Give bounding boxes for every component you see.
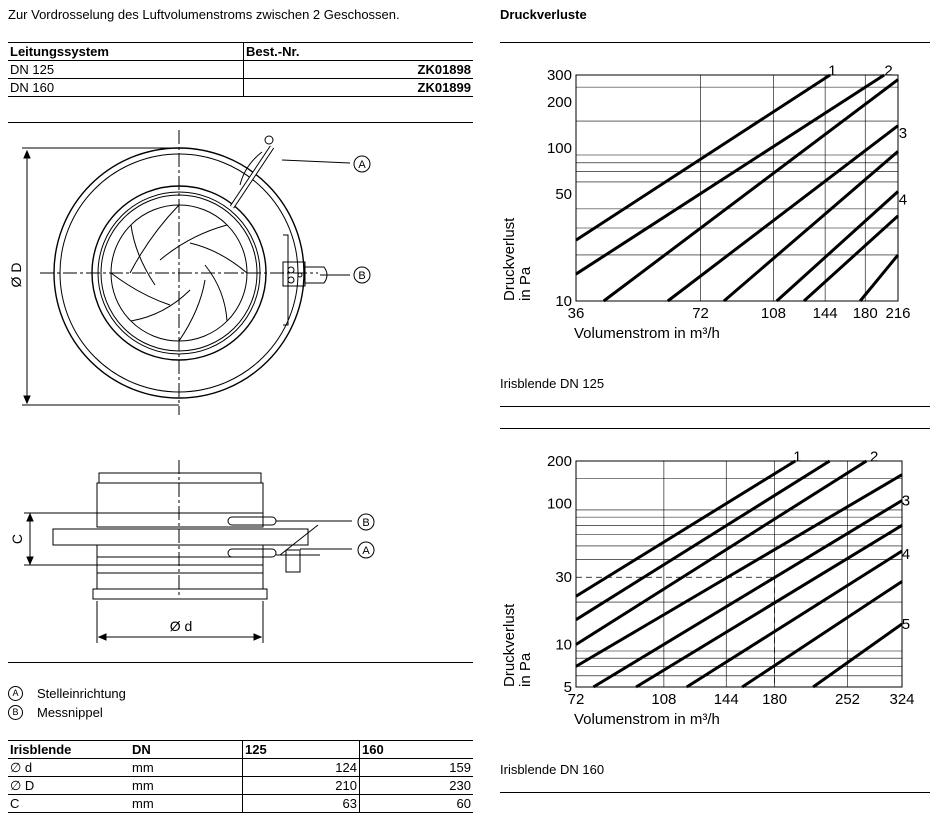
x-tick-label: 324 xyxy=(889,691,915,708)
series-line xyxy=(777,191,898,301)
series-line xyxy=(593,500,902,687)
dim-cell: mm xyxy=(132,796,154,811)
series-label: 4 xyxy=(901,545,911,563)
dim-cell: 124 xyxy=(243,759,360,777)
dim-cell: mm xyxy=(132,778,154,793)
y-tick-label: 300 xyxy=(546,67,572,84)
dim-cell: 63 xyxy=(243,795,360,813)
x-tick-label: 252 xyxy=(835,691,861,708)
x-tick-label: 216 xyxy=(885,305,911,322)
y-tick-label: 5 xyxy=(563,679,572,696)
dim-header: 125 xyxy=(243,741,360,759)
legend-item xyxy=(8,684,126,703)
dim-cell: ∅ D xyxy=(10,778,35,793)
order-number-cell: ZK01899 xyxy=(417,80,471,95)
dim-header: DN xyxy=(132,742,151,757)
table-row xyxy=(8,759,473,777)
chart-caption-dn125: Irisblende DN 125 xyxy=(500,376,605,391)
x-tick-label: 72 xyxy=(567,691,585,708)
order-number-cell: ZK01898 xyxy=(417,62,471,77)
order-header-system: Leitungssystem xyxy=(8,43,244,61)
series-label: 3 xyxy=(898,125,908,143)
table-row xyxy=(8,795,473,813)
series-line xyxy=(724,151,898,301)
y-tick-label: 100 xyxy=(546,139,572,157)
y-tick-label: 10 xyxy=(555,636,572,654)
table-row xyxy=(8,79,473,97)
series-label: 1 xyxy=(793,448,802,466)
table-row xyxy=(8,61,473,79)
dim-cell: 159 xyxy=(360,759,474,777)
series-label: 5 xyxy=(901,615,911,633)
x-tick-label: 180 xyxy=(852,305,878,322)
series-label: 2 xyxy=(884,62,893,80)
intro-text: Zur Vordrosselung des Luftvolumenstroms zwischen 2 Geschossen. xyxy=(8,7,400,22)
chart-caption-dn160: Irisblende DN 160 xyxy=(500,762,605,777)
dim-cell: 210 xyxy=(243,777,360,795)
table-row xyxy=(8,777,473,795)
legend-text: Stelleinrichtung xyxy=(37,686,126,701)
dimension-table xyxy=(8,741,473,813)
x-tick-label: 108 xyxy=(760,305,786,322)
x-tick-label: 144 xyxy=(713,691,739,708)
series-line xyxy=(576,475,902,667)
dim-header: 160 xyxy=(360,741,474,759)
series-line xyxy=(804,216,898,301)
y-tick-label: 10 xyxy=(555,293,572,310)
y-axis-label: in Pa xyxy=(517,266,534,301)
y-tick-label: 200 xyxy=(546,93,572,111)
dimension-D-label: Ø D xyxy=(8,262,24,288)
order-header-number: Best.-Nr. xyxy=(246,44,300,59)
x-axis-label: Volumenstrom in m³/h xyxy=(574,325,720,342)
series-label: 1 xyxy=(828,62,837,80)
callout-label: B xyxy=(362,517,370,529)
callout-label: A xyxy=(358,159,366,171)
dim-cell: C xyxy=(10,796,20,811)
dim-header: Irisblende xyxy=(10,742,72,757)
series-line xyxy=(576,461,866,645)
series-line xyxy=(742,581,902,687)
y-tick-label: 30 xyxy=(555,569,572,587)
x-tick-label: 72 xyxy=(692,305,709,322)
series-label: 2 xyxy=(870,448,879,466)
x-tick-label: 144 xyxy=(812,305,838,322)
series-label: 3 xyxy=(901,492,911,510)
order-system-cell: DN 125 xyxy=(8,61,244,79)
series-label: 4 xyxy=(898,191,908,209)
y-axis-label: Druckverlust xyxy=(501,217,518,301)
section-title: Druckverluste xyxy=(500,7,587,22)
dim-cell: mm xyxy=(132,760,154,775)
callout-label: A xyxy=(362,545,370,557)
plot-frame xyxy=(576,75,898,301)
y-tick-label: 50 xyxy=(555,186,572,204)
order-table xyxy=(8,43,473,97)
y-axis-label: in Pa xyxy=(517,652,534,687)
dimension-d-label: Ø d xyxy=(169,618,193,634)
y-tick-label: 100 xyxy=(546,495,572,513)
dim-cell: 230 xyxy=(360,777,474,795)
series-line xyxy=(813,624,902,687)
series-line xyxy=(860,255,898,301)
order-system-cell: DN 160 xyxy=(8,79,244,97)
chart-dn125 xyxy=(496,50,930,350)
technical-drawing xyxy=(0,125,480,665)
callout-label: B xyxy=(358,270,366,282)
legend-marker: B xyxy=(8,705,23,720)
x-tick-label: 180 xyxy=(762,691,788,708)
chart-dn160 xyxy=(496,438,930,738)
dim-cell: 60 xyxy=(360,795,474,813)
x-axis-label: Volumenstrom in m³/h xyxy=(574,711,720,728)
legend-marker: A xyxy=(8,686,23,701)
series-line xyxy=(668,126,898,301)
legend-text: Messnippel xyxy=(37,705,103,720)
y-tick-label: 200 xyxy=(546,453,572,470)
dim-cell: ∅ d xyxy=(10,760,33,775)
x-tick-label: 36 xyxy=(567,305,585,322)
x-tick-label: 108 xyxy=(651,691,677,708)
y-axis-label: Druckverlust xyxy=(501,603,518,687)
legend-item xyxy=(8,703,126,722)
legend xyxy=(8,684,126,722)
dimension-C-label: C xyxy=(9,533,25,545)
